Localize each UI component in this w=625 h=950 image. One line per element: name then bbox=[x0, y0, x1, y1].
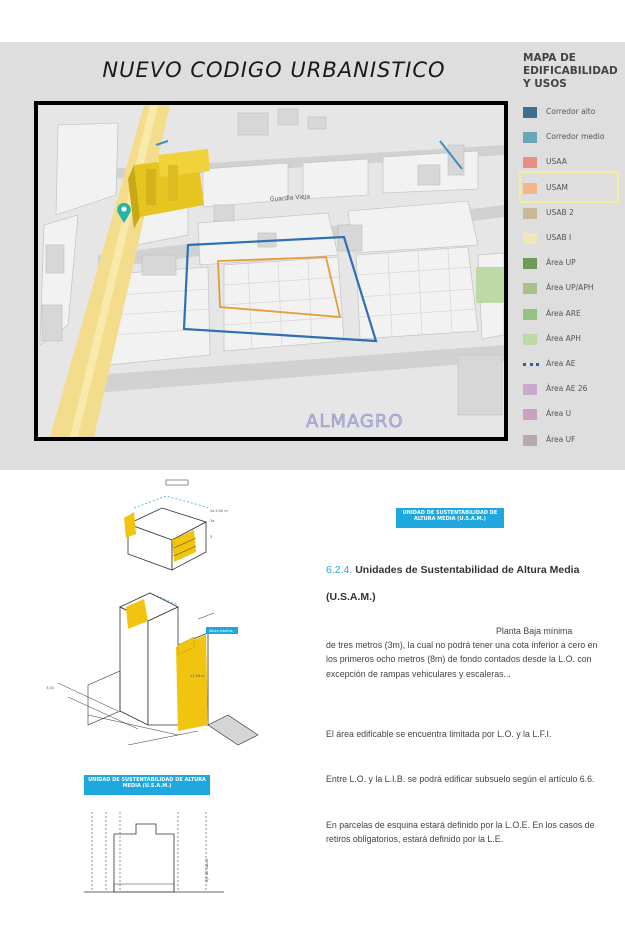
section-title: Unidades de Sustentabilidad de Altura Media (U.S.A.M.) bbox=[326, 564, 580, 603]
legend-swatch bbox=[523, 334, 537, 345]
legend-swatch bbox=[523, 363, 539, 366]
legend-swatch bbox=[523, 409, 537, 420]
legend-label: Área U bbox=[546, 409, 572, 419]
legend-swatch bbox=[523, 435, 537, 446]
legend-label: Corredor alto bbox=[546, 107, 596, 116]
section-number: 6.2.4. bbox=[326, 564, 353, 576]
legend-label: Área APH bbox=[546, 333, 581, 343]
legend-label: Área ARE bbox=[546, 308, 581, 318]
legend-highlight-usam bbox=[519, 171, 619, 203]
legend-label: Área AE 26 bbox=[546, 384, 588, 394]
legend-item[interactable] bbox=[521, 405, 625, 425]
diagram-height-tag: Altura máxima bbox=[209, 629, 233, 633]
svg-text:3a 4,00 m: 3a 4,00 m bbox=[210, 509, 228, 513]
axonometric-diagram-small bbox=[110, 478, 250, 578]
legend-swatch bbox=[523, 157, 537, 168]
paragraph-4: En parcelas de esquina estará definido por la L.O.E. En los casos de retiros obligatorios, estará definido por la L.E. bbox=[326, 820, 595, 845]
tag-usam-top: UNIDAD DE SUSTENTABILIDAD DE ALTURA MEDIA (U.S.A.M.) bbox=[396, 508, 504, 528]
paragraph-1-lead: Planta Baja mínima bbox=[496, 626, 573, 636]
legend-label: Área UP/APH bbox=[546, 283, 594, 293]
legend-label: Área UP bbox=[546, 258, 576, 268]
diagram-dim-b: 3,00 bbox=[46, 686, 54, 690]
legend-label: Área UF bbox=[546, 434, 576, 444]
diagram-dim-a: 11,20 m bbox=[190, 674, 205, 678]
map-canvas bbox=[38, 105, 504, 437]
legend-swatch bbox=[523, 283, 537, 294]
street-label: Guardia Vieja bbox=[269, 193, 311, 203]
legend-item[interactable] bbox=[521, 279, 625, 299]
legend-label: USAB 2 bbox=[546, 207, 574, 217]
paragraph-1-body: de tres metros (3m), la cual no podrá tener una cota inferior a cero en los primeros ocho metros (8m) de fondo contados desde la L.O. con excepción de rampas vehiculares y escaleras... bbox=[326, 640, 598, 679]
legend-swatch bbox=[523, 309, 537, 320]
barrio-label: ALMAGRO bbox=[306, 411, 404, 432]
tag-usam-bottom: UNIDAD DE SUSTENTABILIDAD DE ALTURA MEDIA (U.S.A.M.) bbox=[84, 775, 210, 795]
legend-swatch bbox=[523, 132, 537, 143]
section-heading bbox=[326, 557, 606, 611]
legend-label: USAM bbox=[546, 182, 568, 192]
paragraph-1 bbox=[326, 624, 598, 681]
zoning-map[interactable] bbox=[34, 101, 508, 441]
legend-swatch bbox=[523, 208, 537, 219]
section-elevation-diagram bbox=[84, 808, 224, 900]
legend-title-line3: Y USOS bbox=[523, 78, 567, 90]
legend-label: Área AE bbox=[546, 359, 576, 368]
legend-item[interactable] bbox=[521, 229, 625, 249]
legend-label: USAA bbox=[546, 157, 567, 167]
svg-text:3a: 3a bbox=[210, 519, 215, 523]
legend-item[interactable] bbox=[521, 380, 625, 400]
legend-item[interactable] bbox=[521, 254, 625, 274]
paragraph-2: El área edificable se encuentra limitada por L.O. y la L.F.I. bbox=[326, 729, 552, 739]
legend-swatch bbox=[523, 107, 537, 118]
legend-swatch bbox=[523, 384, 537, 395]
legend-swatch bbox=[523, 258, 537, 269]
legend-item[interactable] bbox=[521, 330, 625, 350]
page-title: NUEVO CODIGO URBANISTICO bbox=[102, 58, 446, 82]
axonometric-diagram-large bbox=[28, 585, 263, 765]
eje-de-calle-label: EJE DE CALLE bbox=[205, 858, 209, 882]
svg-text:3: 3 bbox=[210, 535, 213, 539]
legend-item[interactable] bbox=[521, 103, 625, 123]
legend-item[interactable] bbox=[521, 305, 625, 325]
legend-label: Corredor medio bbox=[546, 132, 605, 142]
legend-title-line2: EDIFICABILIDAD bbox=[523, 65, 618, 77]
legend-swatch bbox=[523, 233, 537, 244]
legend-item[interactable] bbox=[521, 431, 625, 451]
legend-title-line1: MAPA DE bbox=[523, 52, 576, 64]
legend-item[interactable] bbox=[521, 355, 625, 375]
legend-title bbox=[523, 52, 623, 91]
legend-label: USAB I bbox=[546, 233, 572, 242]
paragraph-3: Entre L.O. y la L.I.B. se podrá edificar subsuelo según el artículo 6.6. bbox=[326, 774, 595, 784]
legend-item[interactable] bbox=[521, 204, 625, 224]
legend-item[interactable] bbox=[521, 128, 625, 148]
